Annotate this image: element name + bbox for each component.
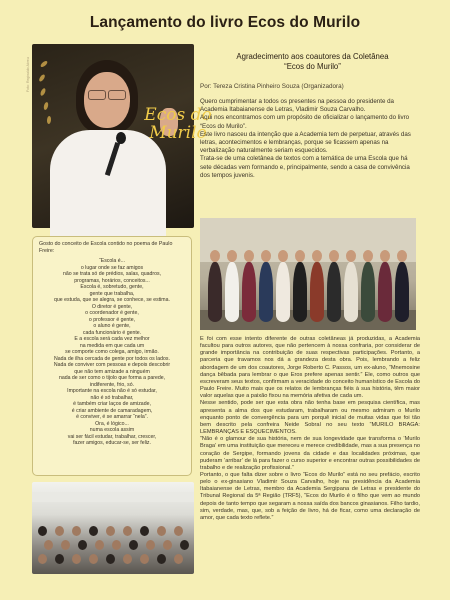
audience-member — [61, 540, 70, 550]
poem-line: se comporte como colega, amigo, irmão. — [65, 349, 159, 356]
intro-paragraph: Trata-se de uma coletânea de textos com a temática de uma Escola que há sete décadas vem formando e, principalmente, sendo a casa de convivência dos tempos juvenis. — [200, 155, 410, 179]
speaker-photo — [32, 44, 212, 228]
audience-member — [140, 554, 149, 564]
group-person-head — [363, 250, 373, 262]
glasses-icon — [108, 90, 126, 100]
audience-member — [72, 526, 81, 536]
poem-line: o coordenador é gente, — [85, 310, 139, 317]
group-person — [208, 262, 222, 322]
audience-photo — [32, 482, 194, 574]
body-paragraph: Portanto, o que falta dizer sobre o livro “Ecos do Murilo” está no seu prefácio, escrito pelo o ex-ginasiano Vladimir Souza Carvalho, hoje na presidência da Academia Itabaianense de Letras, membro da Academia Sergipana de Letras e presidente do Tribunal Regional da 5ª Região (TRF5), “Ecos do Murilo é o filho que vem ao mundo depois de tanto tempo que segaram a nossa saída dos bancos ginasianos. Filho tardio, sim, verdade, mas, que, sob a feição de livro, há de ficar, como uma declaração de amor, que cada texto reflete.” — [200, 471, 420, 521]
poem-line: é criar ambiente de camaradagem, — [71, 407, 153, 414]
body-paragraph: E foi com esse intento diferente de outras coletâneas já produzidas, a Academia facultou para outros autores, que não pertencem à nossa confraria, por considerar de grande importância na contribuição de suas respectivas participações. Portanto, a parceria que travamos nos dá a grandeza desta obra. Pois, lembrando a feliz abordagem de um dos coautores, Jorge Roberto C. Passos, um ex-aluno, “Mnemosine dança bêbada para lembrar o que Eros prefere apenas sentir.” Ele, como outros que escreveram seus textos, confirmam a veracidade do conceito humanístico de Escola do Paulo Freire. Muito mais que os relatos de lembranças fiéis à sua história, têm maior valor aquelas que a paixão fixou na memória afetiva de cada um. — [200, 336, 420, 400]
audience-member — [157, 554, 166, 564]
poem-text — [39, 258, 185, 447]
laurel-decoration — [39, 88, 46, 97]
audience-member — [140, 526, 149, 536]
poem-line: o aluno é gente, — [93, 323, 131, 330]
group-person — [242, 262, 256, 322]
audience-member — [146, 540, 155, 550]
group-person-head — [261, 250, 271, 262]
body-paragraph: “Não é o glamour de sua história, nem de sua longevidade que transforma o ‘Murilo Braga’ em uma instituição que mereceu e merece credibilidade, mas a sua presença no coração de Sergipe, formando jovens da cidade e das localidades próximas, que puderam ‘arribar’ de lá para fazer o curso superior e encontrar outras possibilidades de trabalho e de realização profissional.” — [200, 436, 420, 471]
audience-member — [163, 540, 172, 550]
poem-line: é conviver, é se amarrar “nela”. — [76, 414, 148, 421]
audience-member — [174, 554, 183, 564]
poem-line: Escola é, sobretudo, gente, — [80, 284, 144, 291]
poem-line: Importante na escola não é só estudar, — [67, 388, 157, 395]
photo-credit: Foto: Reginaldo Abreu — [26, 57, 30, 92]
group-person — [395, 262, 409, 322]
group-person — [259, 262, 273, 322]
poem-line: o lugar onde se faz amigos — [80, 264, 144, 271]
audience-member — [72, 554, 81, 564]
group-person-head — [210, 250, 220, 262]
body-text — [200, 336, 420, 522]
poem-line: vai ser fácil estudar, trabalhar, crescer, — [67, 433, 157, 440]
poem-line: nada de ser como o tijolo que forma a parede, — [58, 375, 166, 382]
audience-member — [38, 554, 47, 564]
speaker-face — [84, 72, 130, 128]
laurel-decoration — [38, 74, 46, 83]
audience-member — [157, 526, 166, 536]
group-person — [276, 262, 290, 322]
audience-member — [129, 540, 138, 550]
audience-member — [89, 554, 98, 564]
body-paragraph: Nesse sentido, pode ser que esta obra não tenha base em pesquisa científica, mas apresenta a alma dos que estudaram, trabalharam ou mesmo admiram o Murilo enquanto ponto de convergência para um porquê inicial de muitas vidas que foi tão bem descrito pela confreira Neide Sobral no seu texto “MURILO BRAGA: LEMBRANÇAS E ESQUECIMENTOS. — [200, 400, 420, 436]
group-person — [378, 262, 392, 322]
poem-line: O diretor é gente, — [91, 303, 133, 310]
poem-line: cada funcionário é gente. — [82, 329, 142, 336]
speaker-shirt — [50, 130, 166, 240]
audience-member — [106, 554, 115, 564]
group-person — [361, 262, 375, 322]
poem-line: “Escola é... — [99, 258, 125, 265]
laurel-decoration — [40, 60, 49, 68]
group-person — [225, 262, 239, 322]
poem-line: Nada de ilha cercada de gente por todos os lados. — [54, 355, 170, 362]
group-person-head — [380, 250, 390, 262]
group-person — [344, 262, 358, 322]
poem-box — [32, 236, 192, 476]
subtitle-line: Agradecimento aos coautores da Coletânea — [236, 52, 389, 61]
poem-line: indiferente, frio, só. — [89, 381, 135, 388]
article-subtitle — [205, 52, 420, 72]
audience-member — [123, 554, 132, 564]
poem-line: Ora, é lógico... — [95, 420, 129, 427]
group-person-head — [244, 250, 254, 262]
audience-member — [89, 526, 98, 536]
intro-paragraph: Este livro nasceu da intenção que a Academia tem de perpetuar, através das letras, acontecimentos e lembranças, porque se ficassem apenas na verbalização naturalmente seriam esquecidos. — [200, 130, 411, 155]
audience-member — [55, 554, 64, 564]
poem-line: é também criar laços de amizade, — [73, 401, 151, 408]
intro-text — [200, 98, 420, 180]
group-person-head — [397, 250, 407, 262]
poem-line: fazer amigos, educar-se, ser feliz. — [73, 440, 151, 447]
audience-member — [106, 526, 115, 536]
poem-line: gente que trabalha, — [89, 290, 135, 297]
poem-intro: Gosto do conceito de Escola contido no poema de Paulo Freire: — [39, 241, 173, 254]
group-person — [293, 262, 307, 322]
poem-line: E a escola será cada vez melhor — [74, 336, 150, 343]
audience-member — [95, 540, 104, 550]
intro-paragraph: Aqui nos encontramos com um propósito de oficializar o lançamento do livro “Ecos do Murilo”. — [200, 114, 410, 130]
poem-line: que não tem amizade a ninguém — [74, 368, 150, 375]
subtitle-line: “Ecos do Murilo” — [284, 62, 341, 71]
audience-member — [78, 540, 87, 550]
group-person-head — [278, 250, 288, 262]
poem-line: que estuda, que se alegra, se conhece, se estima. — [54, 297, 170, 304]
group-photo — [200, 218, 416, 330]
group-person-head — [295, 250, 305, 262]
audience-member — [44, 540, 53, 550]
intro-paragraph: Quero cumprimentar a todos os presentes na pessoa do presidente da Academia Itabaianense de Letras, Vladimir Souza Carvalho. — [200, 98, 394, 114]
audience-member — [123, 526, 132, 536]
audience-member — [174, 526, 183, 536]
audience-member — [112, 540, 121, 550]
group-person-head — [312, 250, 322, 262]
page-title: Lançamento do livro Ecos do Murilo — [89, 14, 361, 31]
poem-line: numa escola assim — [89, 427, 135, 434]
group-person — [310, 262, 324, 322]
laurel-decoration — [47, 116, 52, 124]
group-person-head — [227, 250, 237, 262]
group-person — [327, 262, 341, 322]
poem-line: na medida em que cada um — [79, 342, 145, 349]
glasses-icon — [88, 90, 106, 100]
poem-line: programas, horários, conceitos... — [74, 277, 150, 284]
group-person-head — [346, 250, 356, 262]
poem-line: o professor é gente, — [88, 316, 136, 323]
byline: Por: Tereza Cristina Pinheiro Souza (Organizadora) — [200, 83, 344, 90]
audience-member — [38, 526, 47, 536]
laurel-decoration — [43, 102, 49, 111]
poster-text: Ecos do Murilo — [144, 105, 212, 143]
audience-member — [55, 526, 64, 536]
poem-line: não é só trabalhar, — [90, 394, 134, 401]
audience-member — [180, 540, 189, 550]
poem-line: Nada de conviver com pessoas e depois descobrir — [53, 362, 171, 369]
group-person-head — [329, 250, 339, 262]
poem-line: não se trata só de prédios, salas, quadros, — [62, 271, 162, 278]
ceiling-lights — [32, 492, 194, 502]
